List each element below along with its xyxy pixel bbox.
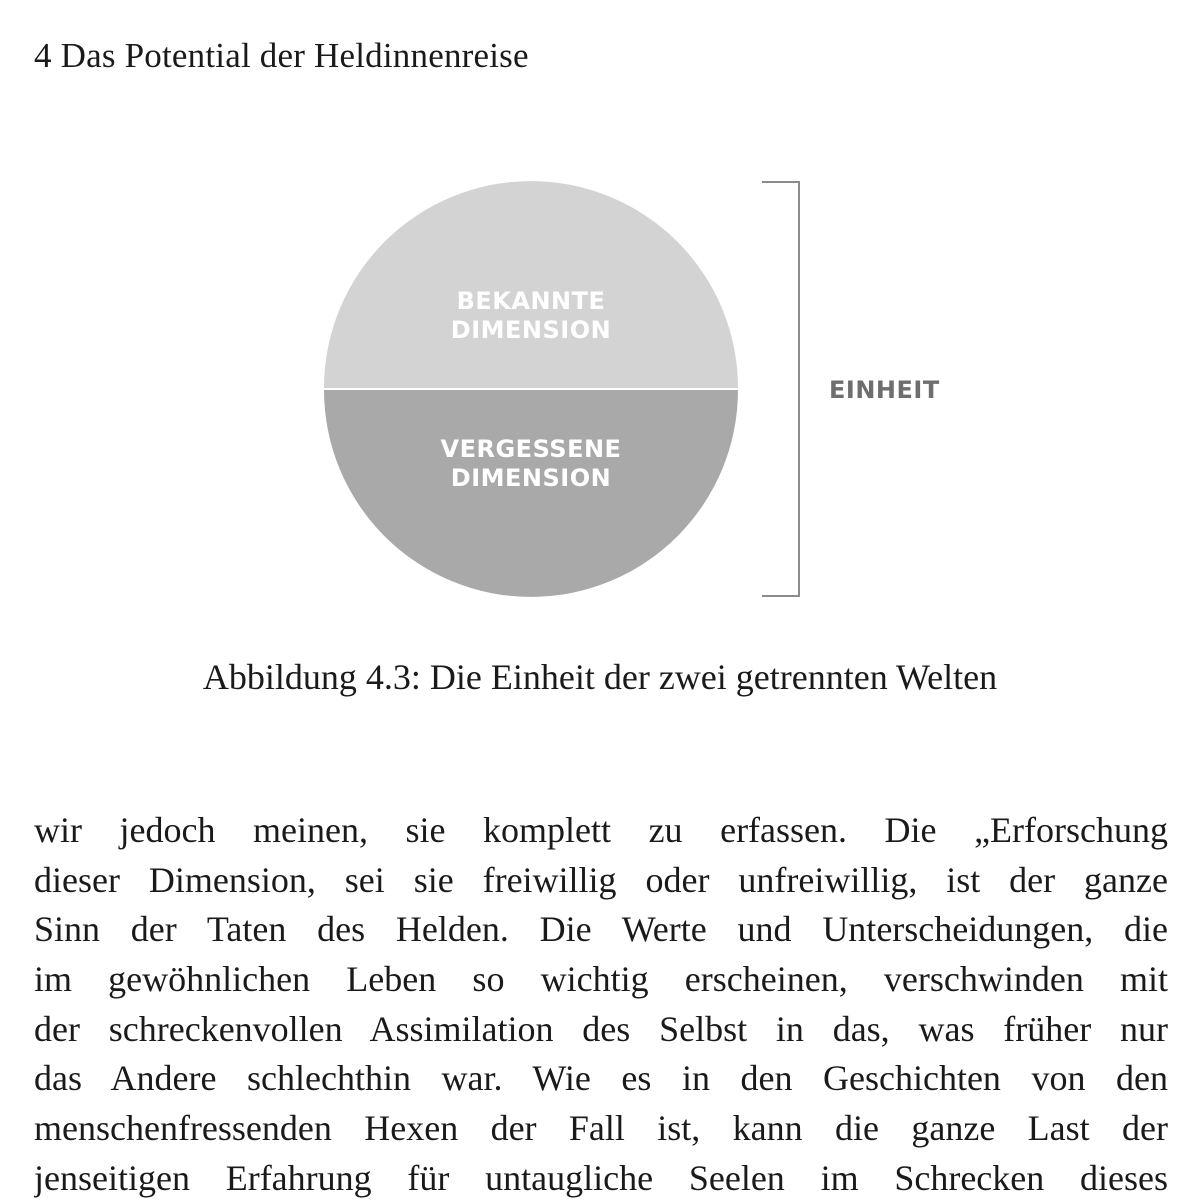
body-line: dieser Dimension, sei sie freiwillig oder unfreiwillig, ist der ganze <box>34 859 1168 900</box>
body-line: menschenfressenden Hexen der Fall ist, kann die ganze Last der <box>34 1108 1168 1149</box>
forgotten-dimension-half <box>324 390 738 597</box>
body-line: im gewöhnlichen Leben so wichtig erscheinen, verschwinden mit <box>34 959 1168 1000</box>
unity-bracket <box>762 182 799 596</box>
forgotten-dimension-label-line2: DIMENSION <box>450 464 612 492</box>
figure-caption: Abbildung 4.3: Die Einheit der zwei getrennten Welten <box>202 657 998 697</box>
running-header: 4 Das Potential der Heldinnenreise <box>34 36 529 75</box>
body-line: Sinn der Taten des Helden. Die Werte und Unterscheidungen, die <box>34 909 1168 950</box>
known-dimension-half <box>324 181 738 388</box>
body-line: wir jedoch meinen, sie komplett zu erfassen. Die „Erforschung <box>34 810 1168 850</box>
body-line: das Andere schlechthin war. Wie es in den Geschichten von den <box>34 1058 1168 1099</box>
body-line: der schreckenvollen Assimilation des Selbst in das, was früher nur <box>34 1008 1168 1049</box>
body-line: jenseitigen Erfahrung für untaugliche Seelen im Schrecken dieses <box>34 1157 1168 1198</box>
known-dimension-label-line1: BEKANNTE <box>456 287 606 315</box>
known-dimension-label-line2: DIMENSION <box>450 316 612 344</box>
body-paragraph <box>34 806 1168 1200</box>
forgotten-dimension-label-line1: VERGESSENE <box>440 435 622 463</box>
unity-label: EINHEIT <box>829 376 940 404</box>
